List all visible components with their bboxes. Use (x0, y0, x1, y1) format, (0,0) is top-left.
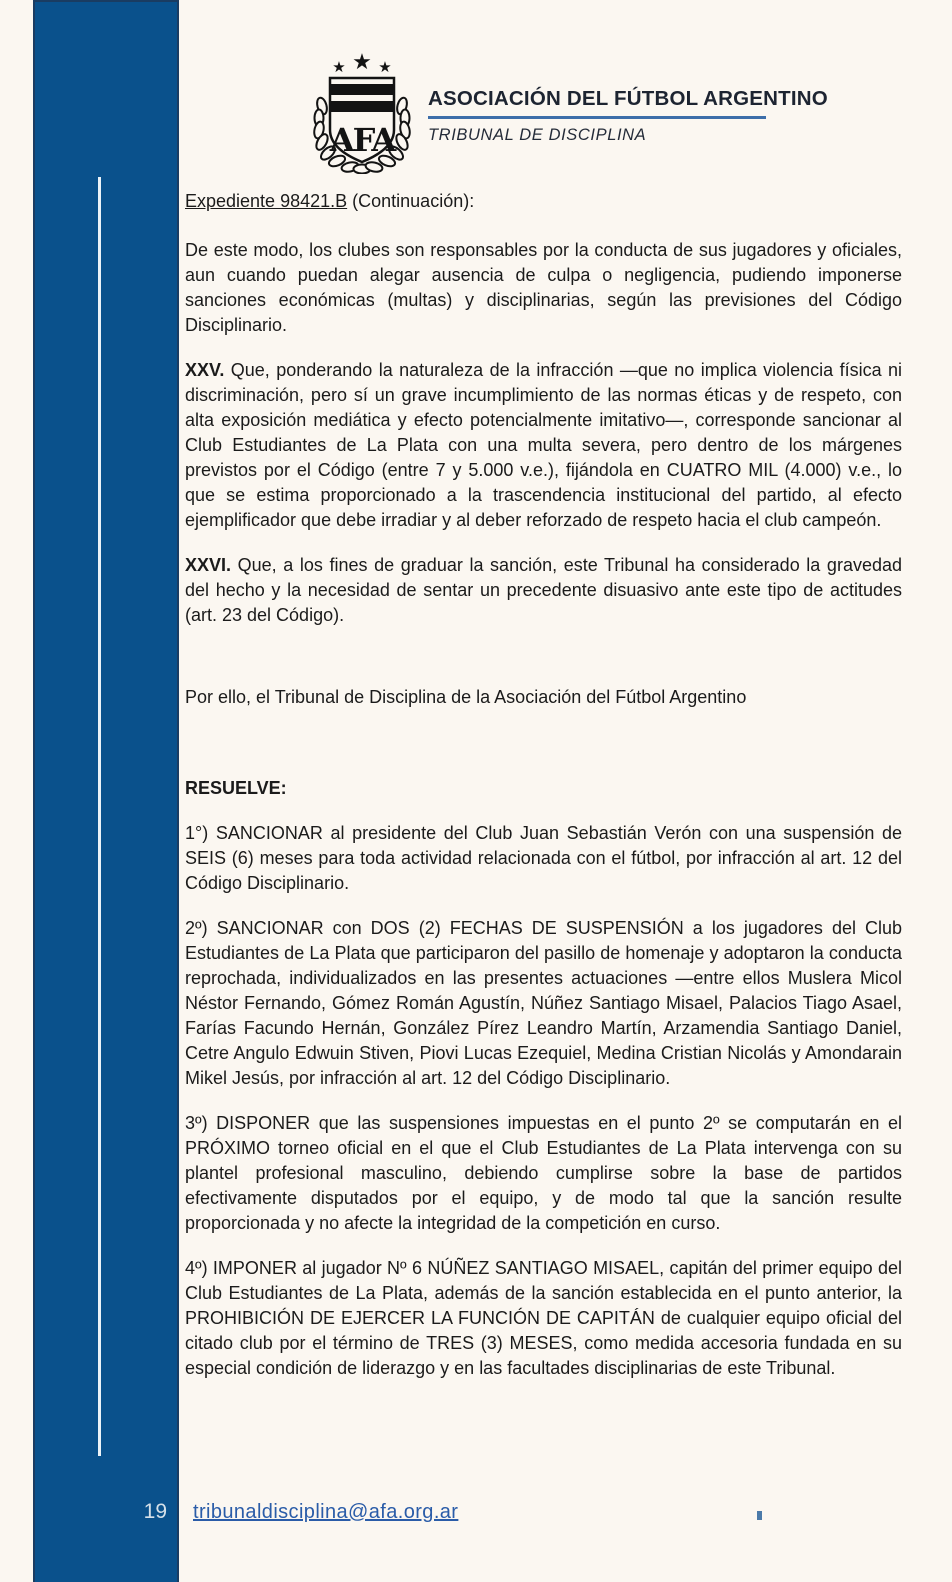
document-body (185, 189, 902, 1401)
resolution-3: 3º) DISPONER que las suspensiones impuestas en el punto 2º se computarán en el PRÓXIMO torneo oficial en el que el Club Estudiantes de La Plata intervenga con su plantel profesional masculino, debiendo cumplirse sobre la base de partidos efectivamente disputados por el equipo, y de modo tal que la sanción resulte proporcionada y no afecte la integridad de la competición en curso. (185, 1113, 902, 1233)
paragraph-xxvi-text: Que, a los fines de graduar la sanción, este Tribunal ha considerado la gravedad del hecho y la necesidad de sentar un precedente disuasivo ante este tipo de actitudes (art. 23 del Código). (185, 555, 902, 625)
paragraph-xxv-text: Que, ponderando la naturaleza de la infracción —que no implica violencia física ni discriminación, pero sí un grave incumplimiento de las normas éticas y de respeto, con alta exposición mediática y efecto potencialmente imitativo—, corresponde sancionar al Club Estudiantes de La Plata con una multa severa, pero dentro de los márgenes previstos por el Código (entre 7 y 5.000 v.e.), fijándola en CUATRO MIL (4.000) v.e., lo que se estima proporcionado a la trascendencia institucional del partido, al efecto ejemplificador que debe irradiar y al deber reforzado de respeto hacia el club campeón. (185, 360, 902, 530)
paragraph-xxv (185, 358, 902, 533)
case-number: Expediente 98421.B (185, 191, 348, 211)
shield-stripe (330, 84, 394, 95)
resolution-4: 4º) IMPONER al jugador Nº 6 NÚÑEZ SANTIAGO MISAEL, capitán del primer equipo del Club Estudiantes de La Plata, además de la sanción establecida en el punto anterior, la PROHIBICIÓN DE EJERCER LA FUNCIÓN DE CAPITÁN de cualquier equipo oficial del citado club por el término de TRES (3) MESES, como medida accesoria fundada en su especial condición de liderazgo y en las facultades disciplinarias de este Tribunal. (185, 1258, 902, 1378)
department-subtitle: TRIBUNAL DE DISCIPLINA (428, 126, 647, 144)
afa-logo (310, 50, 414, 174)
star-icon: ★ (332, 59, 346, 76)
paragraph-xxvi-lead: XXVI. (185, 555, 232, 575)
case-reference-line (185, 189, 902, 214)
resolution-2: 2º) SANCIONAR con DOS (2) FECHAS DE SUSPENSIÓN a los jugadores del Club Estudiantes de La Plata que participaron del pasillo de homenaje y adoptaron la conducta reprochada, individualizados en las presentes actuaciones —entre ellos Muslera Micol Néstor Fernando, Gómez Román Agustín, Núñez Santiago Misael, Palacios Tiago Asael, Farías Facundo Hernán, González Pírez Leandro Martín, Arzamendia Santiago Daniel, Cetre Angulo Edwuin Stiven, Piovi Lucas Ezequiel, Medina Cristian Nicolás y Amondarain Mikel Jesús, por infracción al art. 12 del Código Disciplinario. (185, 918, 902, 1088)
star-icon: ★ (352, 50, 372, 74)
afa-monogram: AFA (329, 121, 395, 159)
paragraph-responsibility: De este modo, los clubes son responsables por la conducta de sus jugadores y oficiales, aun cuando puedan alegar ausencia de culpa o negligencia, pudiendo imponerse sanciones económicas (multas) y disciplinarias, según las previsiones del Código Disciplinario. (185, 240, 902, 335)
star-icon: ★ (378, 59, 392, 76)
por-ello-line: Por ello, el Tribunal de Disciplina de la Asociación del Fútbol Argentino (185, 687, 747, 707)
left-margin-band (33, 0, 179, 1582)
case-continuation: (Continuación): (347, 191, 475, 211)
shield-stripe (330, 101, 394, 112)
vertical-divider-line (98, 177, 101, 1456)
resolution-1: 1°) SANCIONAR al presidente del Club Juan Sebastián Verón con una suspensión de SEIS (6) meses para toda actividad relacionada con el fútbol, por infracción al art. 12 del Código Disciplinario. (185, 823, 902, 893)
paragraph-xxv-lead: XXV. (185, 360, 225, 380)
paragraph-xxvi (185, 553, 902, 628)
footer-blue-mark (757, 1511, 762, 1520)
page-number: 19 (143, 1500, 167, 1523)
org-title: ASOCIACIÓN DEL FÚTBOL ARGENTINO (428, 87, 828, 110)
footer-email-link[interactable]: tribunaldisciplina@afa.org.ar (193, 1501, 459, 1523)
header-divider (428, 116, 766, 119)
logo-stars (332, 50, 391, 76)
resuelve-heading: RESUELVE: (185, 778, 287, 798)
